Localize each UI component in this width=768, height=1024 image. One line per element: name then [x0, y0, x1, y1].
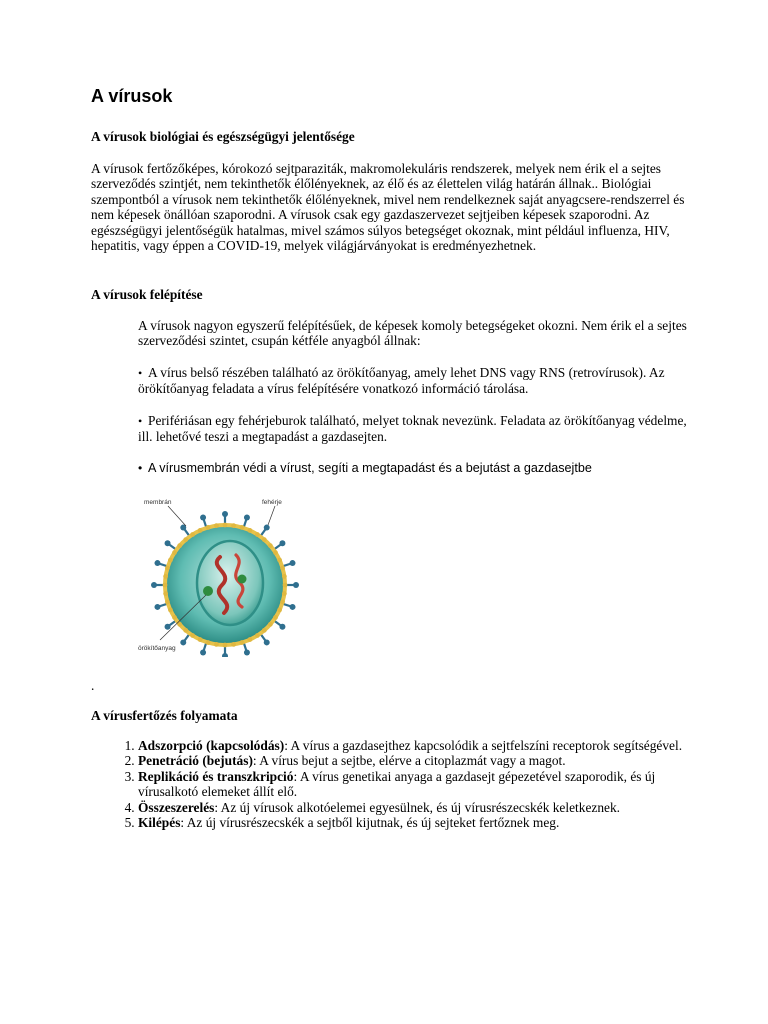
spike-head [290, 604, 296, 610]
spike-head [222, 511, 228, 517]
trailing-period: . [91, 678, 95, 693]
membrane-dot [255, 532, 260, 537]
membrane-dot [248, 637, 253, 642]
membrane-dot [183, 537, 188, 542]
membrane-dot [248, 528, 253, 533]
membrane-dot [231, 642, 236, 647]
spike-head [151, 582, 157, 588]
step-text: : Az új vírusok alkotóelemei egyesülnek, és új vírusrészecskék keletkeznek. [214, 799, 621, 815]
bullet-icon: • [138, 366, 143, 380]
spike-head [154, 604, 160, 610]
protein-dot-1 [203, 586, 213, 596]
spike-head [290, 560, 296, 566]
membrane-dot [214, 642, 219, 647]
label-genetic-material: örökítőanyag [138, 645, 176, 652]
spike-head [264, 639, 270, 645]
membrane-dot [240, 525, 245, 530]
membrane-dot [273, 615, 278, 620]
step-term: Összeszerelés [138, 799, 215, 815]
membrane-dot [280, 566, 285, 571]
genetic-core [197, 541, 263, 625]
section-heading-significance: A vírusok biológiai és egészségügyi jelentősége [91, 129, 355, 144]
membrane-dot [165, 566, 170, 571]
spike-head [293, 582, 299, 588]
step-term: Kilépés [138, 815, 181, 831]
bullet-text: A vírus belső részében található az örökítőanyag, amely lehet DNS vagy RNS (retrovírusok). Az örökítőanyag feladata a vírus felépítésére vonatkozó információ tárolása. [138, 365, 665, 397]
membrane-dot [163, 583, 168, 588]
membrane-dot [262, 537, 267, 542]
membrane-dot [163, 591, 168, 596]
list-item [138, 815, 713, 830]
step-term: Replikáció és transzkripció [138, 768, 294, 784]
step-term: Adszorpció (kapcsolódás) [138, 738, 285, 753]
bullet-icon: • [138, 414, 143, 428]
membrane-dot [282, 574, 287, 579]
membrane-dot [223, 643, 228, 648]
membrane-dot [268, 622, 273, 627]
step-text: : A vírus genetikai anyaga a gazdasejt gépezetével szaporodik, és új vírusalkotó elemeket állít elő. [138, 768, 656, 800]
step-text: : A vírus bejut a sejtbe, elérve a citoplazmát vagy a magot. [252, 753, 566, 769]
membrane-dot [172, 550, 177, 555]
membrane-dot [268, 543, 273, 548]
membrane-dot [280, 600, 285, 605]
membrane-pointer [168, 506, 186, 526]
membrane-dot [282, 591, 287, 596]
spike-head [154, 560, 160, 566]
membrane-dot [240, 640, 245, 645]
spike-head [279, 540, 285, 546]
membrane-dot [190, 633, 195, 638]
spike-head [244, 514, 250, 520]
membrane-dot [231, 523, 236, 528]
membrane-dot [183, 628, 188, 633]
membrane-dot [165, 600, 170, 605]
step-text: : A vírus a gazdasejthez kapcsolódik a sejtfelszíni receptorok segítségével. [284, 738, 683, 753]
virus-structure-figure [138, 495, 312, 657]
membrane-dot [273, 550, 278, 555]
step-term: Penetráció (bejutás) [138, 753, 253, 769]
membrane-dot [168, 558, 173, 563]
membrane-dot [198, 528, 203, 533]
label-protein: fehérje [262, 499, 282, 506]
spike-head [200, 650, 206, 656]
bullet-text: Perifériásan egy fehérjeburok található, melyet toknak nevezünk. Feladata az örökítőanyag védelme, ill. lehetővé teszi a megtapadást a gazdasejten. [138, 413, 687, 445]
spike-head [279, 624, 285, 630]
membrane-dot [262, 628, 267, 633]
spike-head [165, 540, 171, 546]
membrane-dot [223, 523, 228, 528]
bullet-capsid [138, 413, 698, 445]
page-title: A vírusok [91, 86, 173, 106]
paragraph-structure-intro: A vírusok nagyon egyszerű felépítésűek, de képesek komoly betegségeket okozni. Nem érik el a sejtes szerveződési szintet, csupán kétféle anyagból állnak: [138, 318, 687, 349]
protein-dot-2 [238, 575, 247, 584]
list-item [138, 738, 713, 753]
spike-head [244, 650, 250, 656]
membrane-dot [177, 543, 182, 548]
list-item [138, 753, 713, 768]
spike-head [222, 653, 228, 657]
bullet-membrane [138, 461, 698, 475]
membrane-dot [163, 574, 168, 579]
membrane-dot [206, 640, 211, 645]
membrane-dot [277, 608, 282, 613]
protein-pointer [268, 506, 275, 525]
paragraph-significance: A vírusok fertőzőképes, kórokozó sejtparaziták, makromolekuláris rendszerek, melyek nem érik el a sejtes szerveződés szintjét, nem tekinthetők élőlényeknek, az élő és az élettelen világ határán állnak.. Biológiai szempontból a vírusok nem tekinthetők élőlényeknek, mivel nem rendelkeznek saját anyagcsere-rendszerrel és nem képesek önállóan szaporodni. A vírusok csak egy gazdaszervezet sejtjeiben képesek szaporodni. Az egészségügyi jelentőségük hatalmas, mivel számos súlyos betegséget okoznak, mint például influenza, HIV, hepatitis, vagy éppen a COVID-19, melyek világjárványokat is eredményezhetnek. [91, 161, 685, 254]
membrane-dot [214, 523, 219, 528]
spike-head [264, 525, 270, 531]
section-heading-structure: A vírusok felépítése [91, 287, 203, 302]
section-heading-infection: A vírusfertőzés folyamata [91, 708, 238, 723]
membrane-dot [198, 637, 203, 642]
list-item [138, 800, 713, 815]
membrane-dot [190, 532, 195, 537]
bullet-genetic-material [138, 365, 698, 397]
membrane-dot [255, 633, 260, 638]
step-text: : Az új vírusrészecskék a sejtből kijutnak, és új sejteket fertőznek meg. [180, 815, 560, 831]
membrane-dot [206, 525, 211, 530]
membrane-dot [172, 615, 177, 620]
spike-head [165, 624, 171, 630]
infection-steps-list [112, 738, 713, 830]
list-item [138, 769, 713, 800]
label-membrane: membrán [144, 499, 172, 506]
bullet-icon: • [138, 461, 143, 475]
membrane-dot [168, 608, 173, 613]
spike-head [200, 514, 206, 520]
spike-head [180, 639, 186, 645]
bullet-text: A vírusmembrán védi a vírust, segíti a megtapadást és a bejutást a gazdasejtbe [148, 461, 592, 475]
membrane-dot [277, 558, 282, 563]
membrane-dot [283, 583, 288, 588]
